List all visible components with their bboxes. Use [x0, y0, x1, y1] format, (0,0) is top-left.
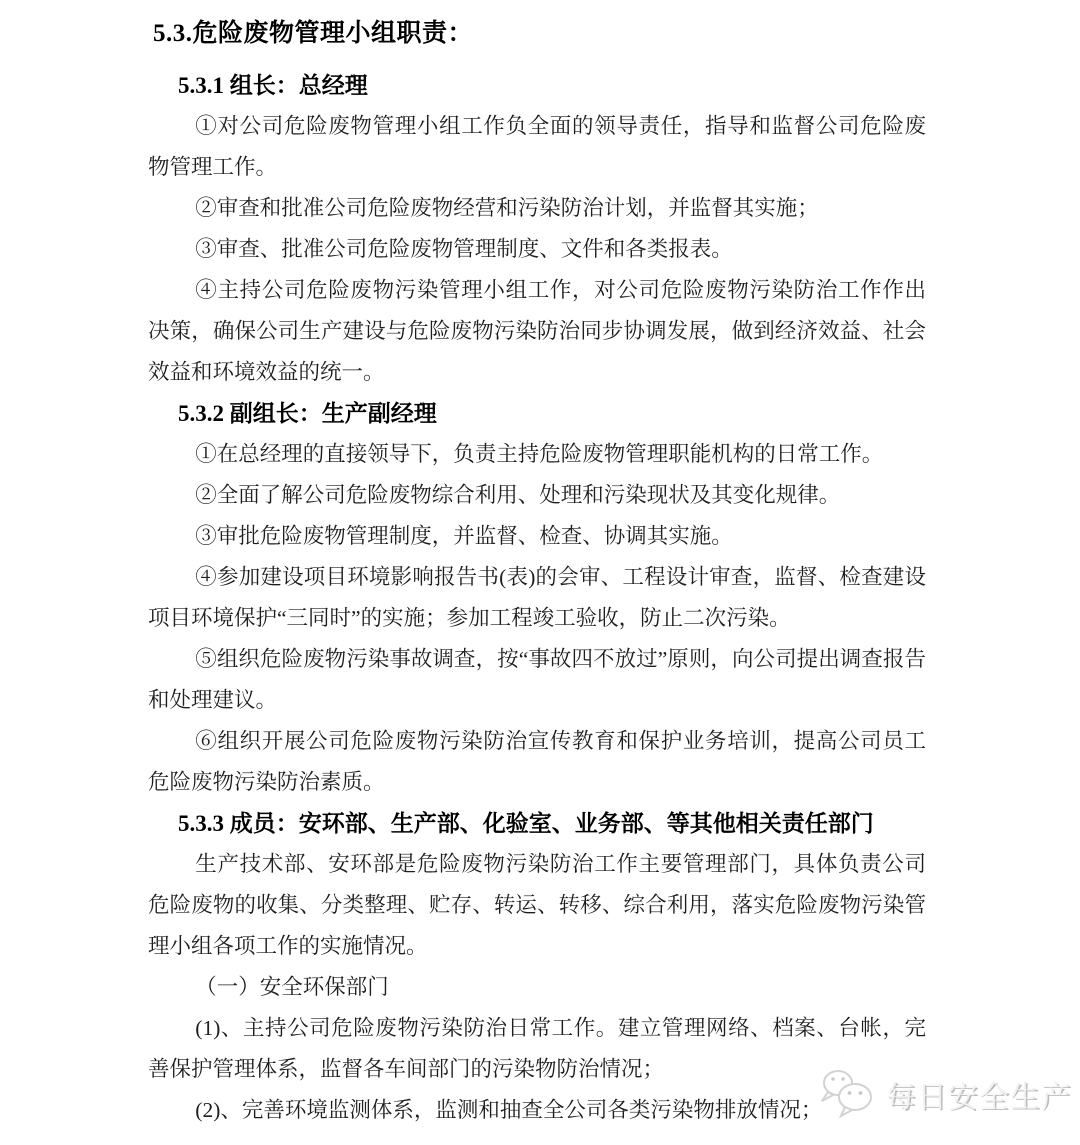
watermark-text: 每日安全生产: [886, 1081, 1072, 1114]
paragraph: ③审查、批准公司危险废物管理制度、文件和各类报表。: [195, 237, 733, 261]
section-heading-5-3-3: 5.3.3 成员：安环部、生产部、化验室、业务部、等其他相关责任部门: [178, 811, 874, 836]
paragraph: ②审查和批准公司危险废物经营和污染防治计划，并监督其实施；: [195, 196, 819, 220]
paragraph: 生产技术部、安环部是危险废物污染防治工作主要管理部门，具体负责公司危险废物的收集、分类整理、贮存、转运、转移、综合利用，落实危险废物污染管理小组各项工作的实施情况。: [148, 852, 926, 958]
paragraph: ③审批危险废物管理制度，并监督、检查、协调其实施。: [195, 524, 733, 548]
section-heading-5-3-2: 5.3.2 副组长：生产副经理: [178, 401, 437, 426]
paragraph: ④参加建设项目环境影响报告书(表)的会审、工程设计审查，监督、检查建设项目环境保护“三同时”的实施；参加工程竣工验收，防止二次污染。: [148, 565, 926, 630]
paragraph: ②全面了解公司危险废物综合利用、处理和污染现状及其变化规律。: [195, 483, 841, 507]
paragraph: ⑥组织开展公司危险废物污染防治宣传教育和保护业务培训，提高公司员工危险废物污染防治素质。: [148, 729, 926, 794]
document-title: 5.3.危险废物管理小组职责：: [153, 20, 474, 47]
paragraph: （一）安全环保部门: [195, 975, 389, 999]
paragraph: (1)、主持公司危险废物污染防治日常工作。建立管理网络、档案、台帐，完善保护管理体系，监督各车间部门的污染物防治情况；: [148, 1016, 926, 1081]
paragraph: ④主持公司危险废物污染管理小组工作，对公司危险废物污染防治工作作出决策，确保公司生产建设与危险废物污染防治同步协调发展，做到经济效益、社会效益和环境效益的统一。: [148, 278, 926, 384]
paragraph: ⑤组织危险废物污染事故调查，按“事故四不放过”原则，向公司提出调查报告和处理建议。: [148, 647, 926, 712]
paragraph: ①在总经理的直接领导下，负责主持危险废物管理职能机构的日常工作。: [195, 442, 884, 466]
paragraph: ①对公司危险废物管理小组工作负全面的领导责任，指导和监督公司危险废物管理工作。: [148, 114, 926, 179]
document-content: [148, 0, 926, 1131]
section-heading-5-3-1: 5.3.1 组长：总经理: [178, 73, 368, 98]
paragraph: (2)、完善环境监测体系，监测和抽查全公司各类污染物排放情况；: [195, 1098, 823, 1122]
